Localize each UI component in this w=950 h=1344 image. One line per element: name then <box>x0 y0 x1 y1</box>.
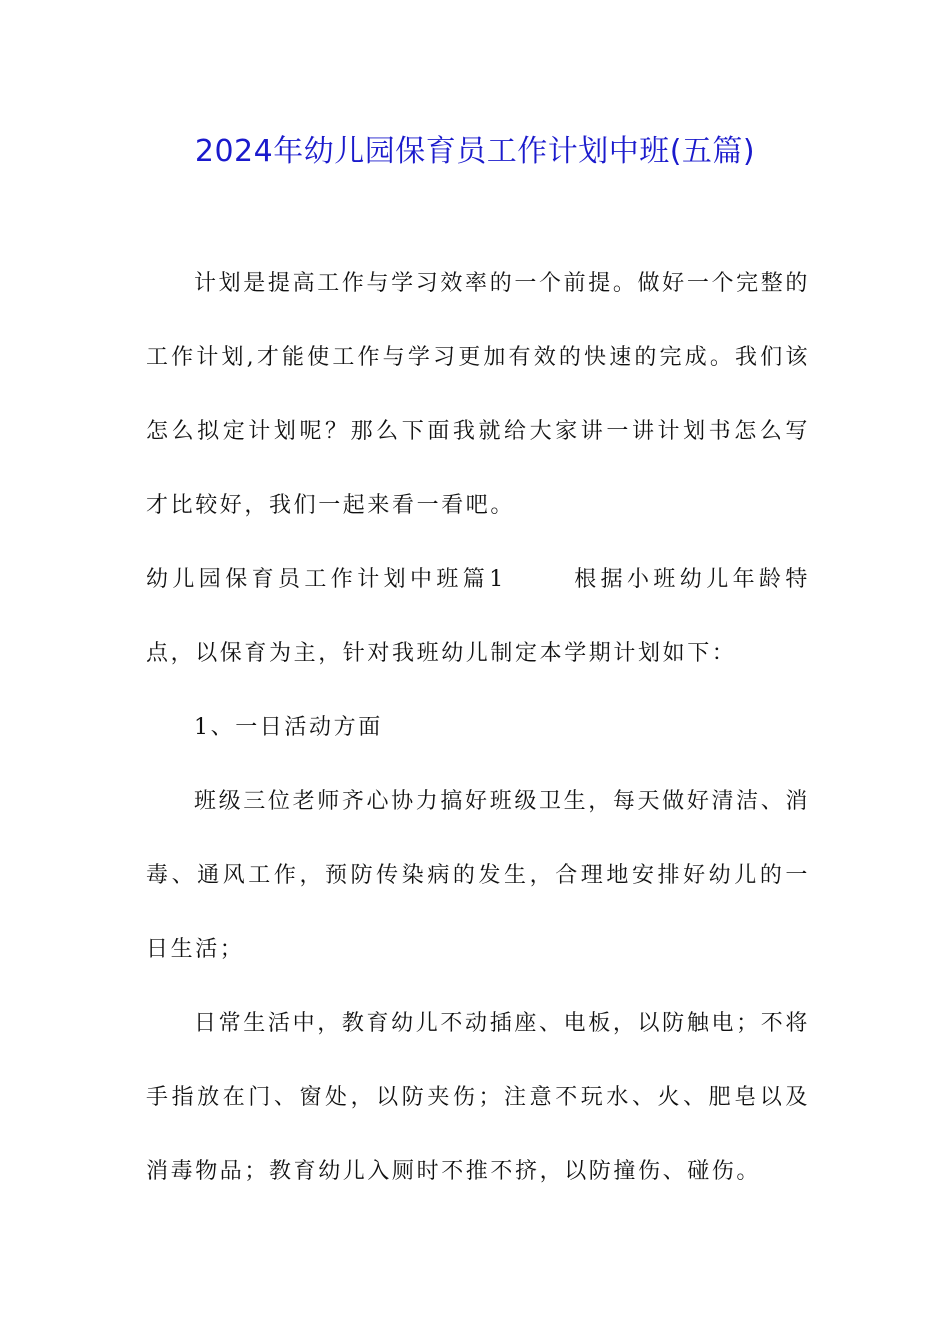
paragraph-hygiene: 班级三位老师齐心协力搞好班级卫生，每天做好清洁、消毒、通风工作，预防传染病的发生，合理地安排好幼儿的一日生活； <box>146 789 810 962</box>
section-1-heading: 幼儿园保育员工作计划中班篇1 <box>146 567 506 592</box>
intro-paragraph: 计划是提高工作与学习效率的一个前提。做好一个完整的工作计划,才能使工作与学习更加有效的快速的完成。我们该怎么拟定计划呢？那么下面我就给大家讲一讲计划书怎么写才比较好，我们一起来看一看吧。 <box>146 271 810 518</box>
document-title: 2024年幼儿园保育员工作计划中班(五篇) <box>194 134 756 169</box>
section-1-lead: 根据小班幼儿年龄特点，以保育为主，针对我班幼儿制定本学期计划如下： <box>146 567 810 666</box>
section-1-paragraph <box>146 543 810 691</box>
document-body <box>146 247 810 1209</box>
item-1-heading: 1、一日活动方面 <box>194 715 383 740</box>
paragraph-safety: 日常生活中，教育幼儿不动插座、电板，以防触电；不将手指放在门、窗处，以防夹伤；注意不玩水、火、肥皂以及消毒物品；教育幼儿入厕时不推不挤，以防撞伤、碰伤。 <box>146 1011 810 1184</box>
